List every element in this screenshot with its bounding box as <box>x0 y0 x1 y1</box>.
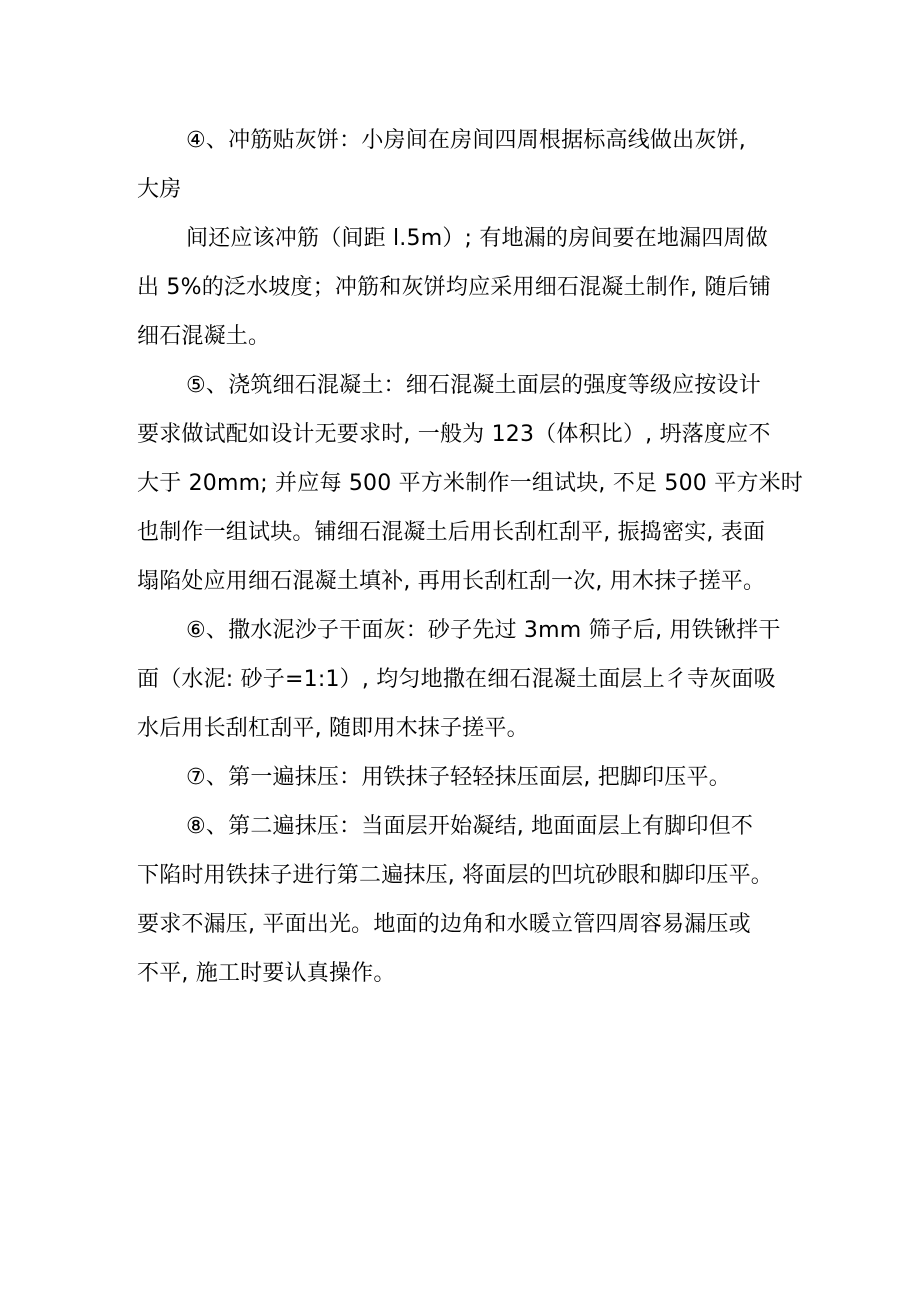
text-line: 出 5%的泛水坡度；冲筋和灰饼均应采用细石混凝土制作, 随后铺 <box>137 275 772 300</box>
text-line: ⑧、第二遍抹压：当面层开始凝结, 地面面层上有脚印但不 <box>186 814 754 839</box>
text-line: 也制作一组试块。铺细石混凝土后用长刮杠刮平, 振捣密实, 表面 <box>137 520 766 545</box>
text-line: 大房 <box>137 177 182 202</box>
text-line: ⑦、第一遍抹压：用铁抹子轻轻抹压面层, 把脚印压平。 <box>186 765 731 790</box>
text-line: 面（水泥: 砂子=1:1）, 均匀地撒在细石混凝土面层上彳寺灰面吸 <box>137 667 776 692</box>
text-line: 水后用长刮杠刮平, 随即用木抹子搓平。 <box>137 716 529 741</box>
text-line: ⑤、浇筑细石混凝土：细石混凝土面层的强度等级应按设计 <box>186 373 761 398</box>
text-line: 间还应该冲筋（间距 l.5m）; 有地漏的房间要在地漏四周做 <box>186 226 768 251</box>
text-line: 要求做试配如设计无要求时, 一般为 123（体积比）, 坍落度应不 <box>137 422 771 447</box>
text-line: ④、冲筋贴灰饼：小房间在房间四周根据标高线做出灰饼, <box>186 128 746 153</box>
text-line: 要求不漏压, 平面出光。地面的边角和水暖立管四周容易漏压或 <box>137 912 751 937</box>
text-line: 下陷时用铁抹子进行第二遍抹压, 将面层的凹坑砂眼和脚印压平。 <box>137 863 773 888</box>
text-line: 细石混凝土。 <box>137 324 271 349</box>
text-line: 不平, 施工时要认真操作。 <box>137 961 396 986</box>
text-line: 塌陷处应用细石混凝土填补, 再用长刮杠刮一次, 用木抹子搓平。 <box>137 569 766 594</box>
text-line: 大于 20mm; 并应每 500 平方米制作一组试块, 不足 500 平方米时 <box>137 471 803 496</box>
text-line: ⑥、撒水泥沙子干面灰：砂子先过 3mm 筛子后, 用铁锹拌干 <box>186 618 781 643</box>
